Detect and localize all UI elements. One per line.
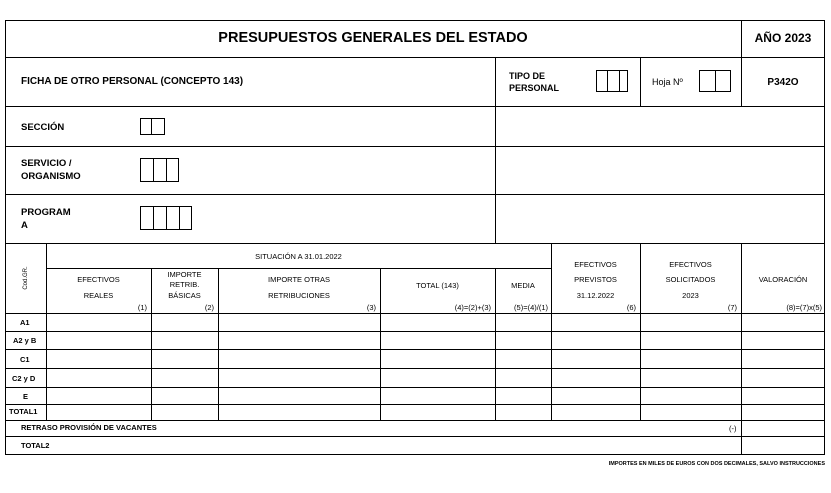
programa-input[interactable] [140, 206, 192, 230]
row-label-a1: A1 [20, 318, 30, 327]
programa-label-2: A [21, 220, 28, 231]
col2-number: (2) [204, 303, 214, 312]
group-code-header: Cod.GR. [23, 266, 29, 290]
tipo-personal-label-1: TIPO DE [509, 71, 546, 81]
servicio-label-1: SERVICIO / [21, 158, 72, 169]
col3-header-l1: IMPORTE OTRAS [268, 275, 330, 284]
col4-number: (4)=(2)+(3) [454, 303, 491, 312]
col7-header-l1: EFECTIVOS [669, 260, 712, 269]
retraso-label: RETRASO PROVISIÓN DE VACANTES [21, 423, 157, 432]
col6-header-l3: 31.12.2022 [576, 291, 615, 300]
footnote: IMPORTES EN MILES DE EUROS CON DOS DECIMALES, SALVO INSTRUCCIONES [608, 461, 825, 467]
situacion-header: SITUACIÓN A 31.01.2022 [255, 252, 342, 261]
servicio-label-2: ORGANISMO [21, 171, 81, 182]
total2-label: TOTAL2 [21, 441, 50, 450]
col5-header-l1: MEDIA [511, 281, 535, 290]
col2-header-l1: IMPORTE [167, 270, 202, 279]
hoja-label: Hoja Nº [652, 77, 683, 87]
seccion-label: SECCIÓN [21, 122, 65, 133]
form-name: FICHA DE OTRO PERSONAL (CONCEPTO 143) [21, 76, 244, 87]
seccion-input[interactable] [140, 118, 165, 135]
col8-header-l1: VALORACIÓN [758, 275, 808, 284]
programa-label-1: PROGRAM [21, 207, 71, 218]
col1-number: (1) [137, 303, 147, 312]
servicio-input[interactable] [140, 158, 179, 182]
tipo-personal-label-2: PERSONAL [509, 83, 560, 93]
col1-header-l2: REALES [83, 291, 114, 300]
tipo-personal-input[interactable] [596, 70, 628, 92]
col6-header-l2: PREVISTOS [574, 275, 617, 284]
col4-header-l1: TOTAL (143) [416, 281, 459, 290]
form-code: P342O [767, 77, 799, 88]
row-label-a2-b: A2 y B [13, 336, 37, 345]
col3-header-l2: RETRIBUCIONES [268, 291, 330, 300]
retraso-sign: (-) [729, 424, 737, 433]
col8-number: (8)=(7)x(5) [786, 303, 822, 312]
col7-number: (7) [727, 303, 737, 312]
col1-header-l1: EFECTIVOS [77, 275, 120, 284]
year-label: AÑO 2023 [754, 31, 812, 45]
col6-number: (6) [626, 303, 636, 312]
row-label-c1: C1 [20, 355, 30, 364]
col2-header-l2: RETRIB. [169, 280, 200, 289]
col5-number: (5)=(4)/(1) [514, 303, 548, 312]
col2-header-l3: BÁSICAS [168, 291, 201, 300]
row-label-e: E [23, 392, 29, 401]
col7-header-l2: SOLICITADOS [665, 275, 716, 284]
page-title: PRESUPUESTOS GENERALES DEL ESTADO [218, 30, 528, 46]
hoja-input[interactable] [699, 70, 731, 92]
col7-header-l3: 2023 [682, 291, 699, 300]
row-label-total1: TOTAL1 [9, 407, 38, 416]
col6-header-l1: EFECTIVOS [574, 260, 617, 269]
col3-number: (3) [366, 303, 376, 312]
row-label-c2-d: C2 y D [12, 374, 36, 383]
